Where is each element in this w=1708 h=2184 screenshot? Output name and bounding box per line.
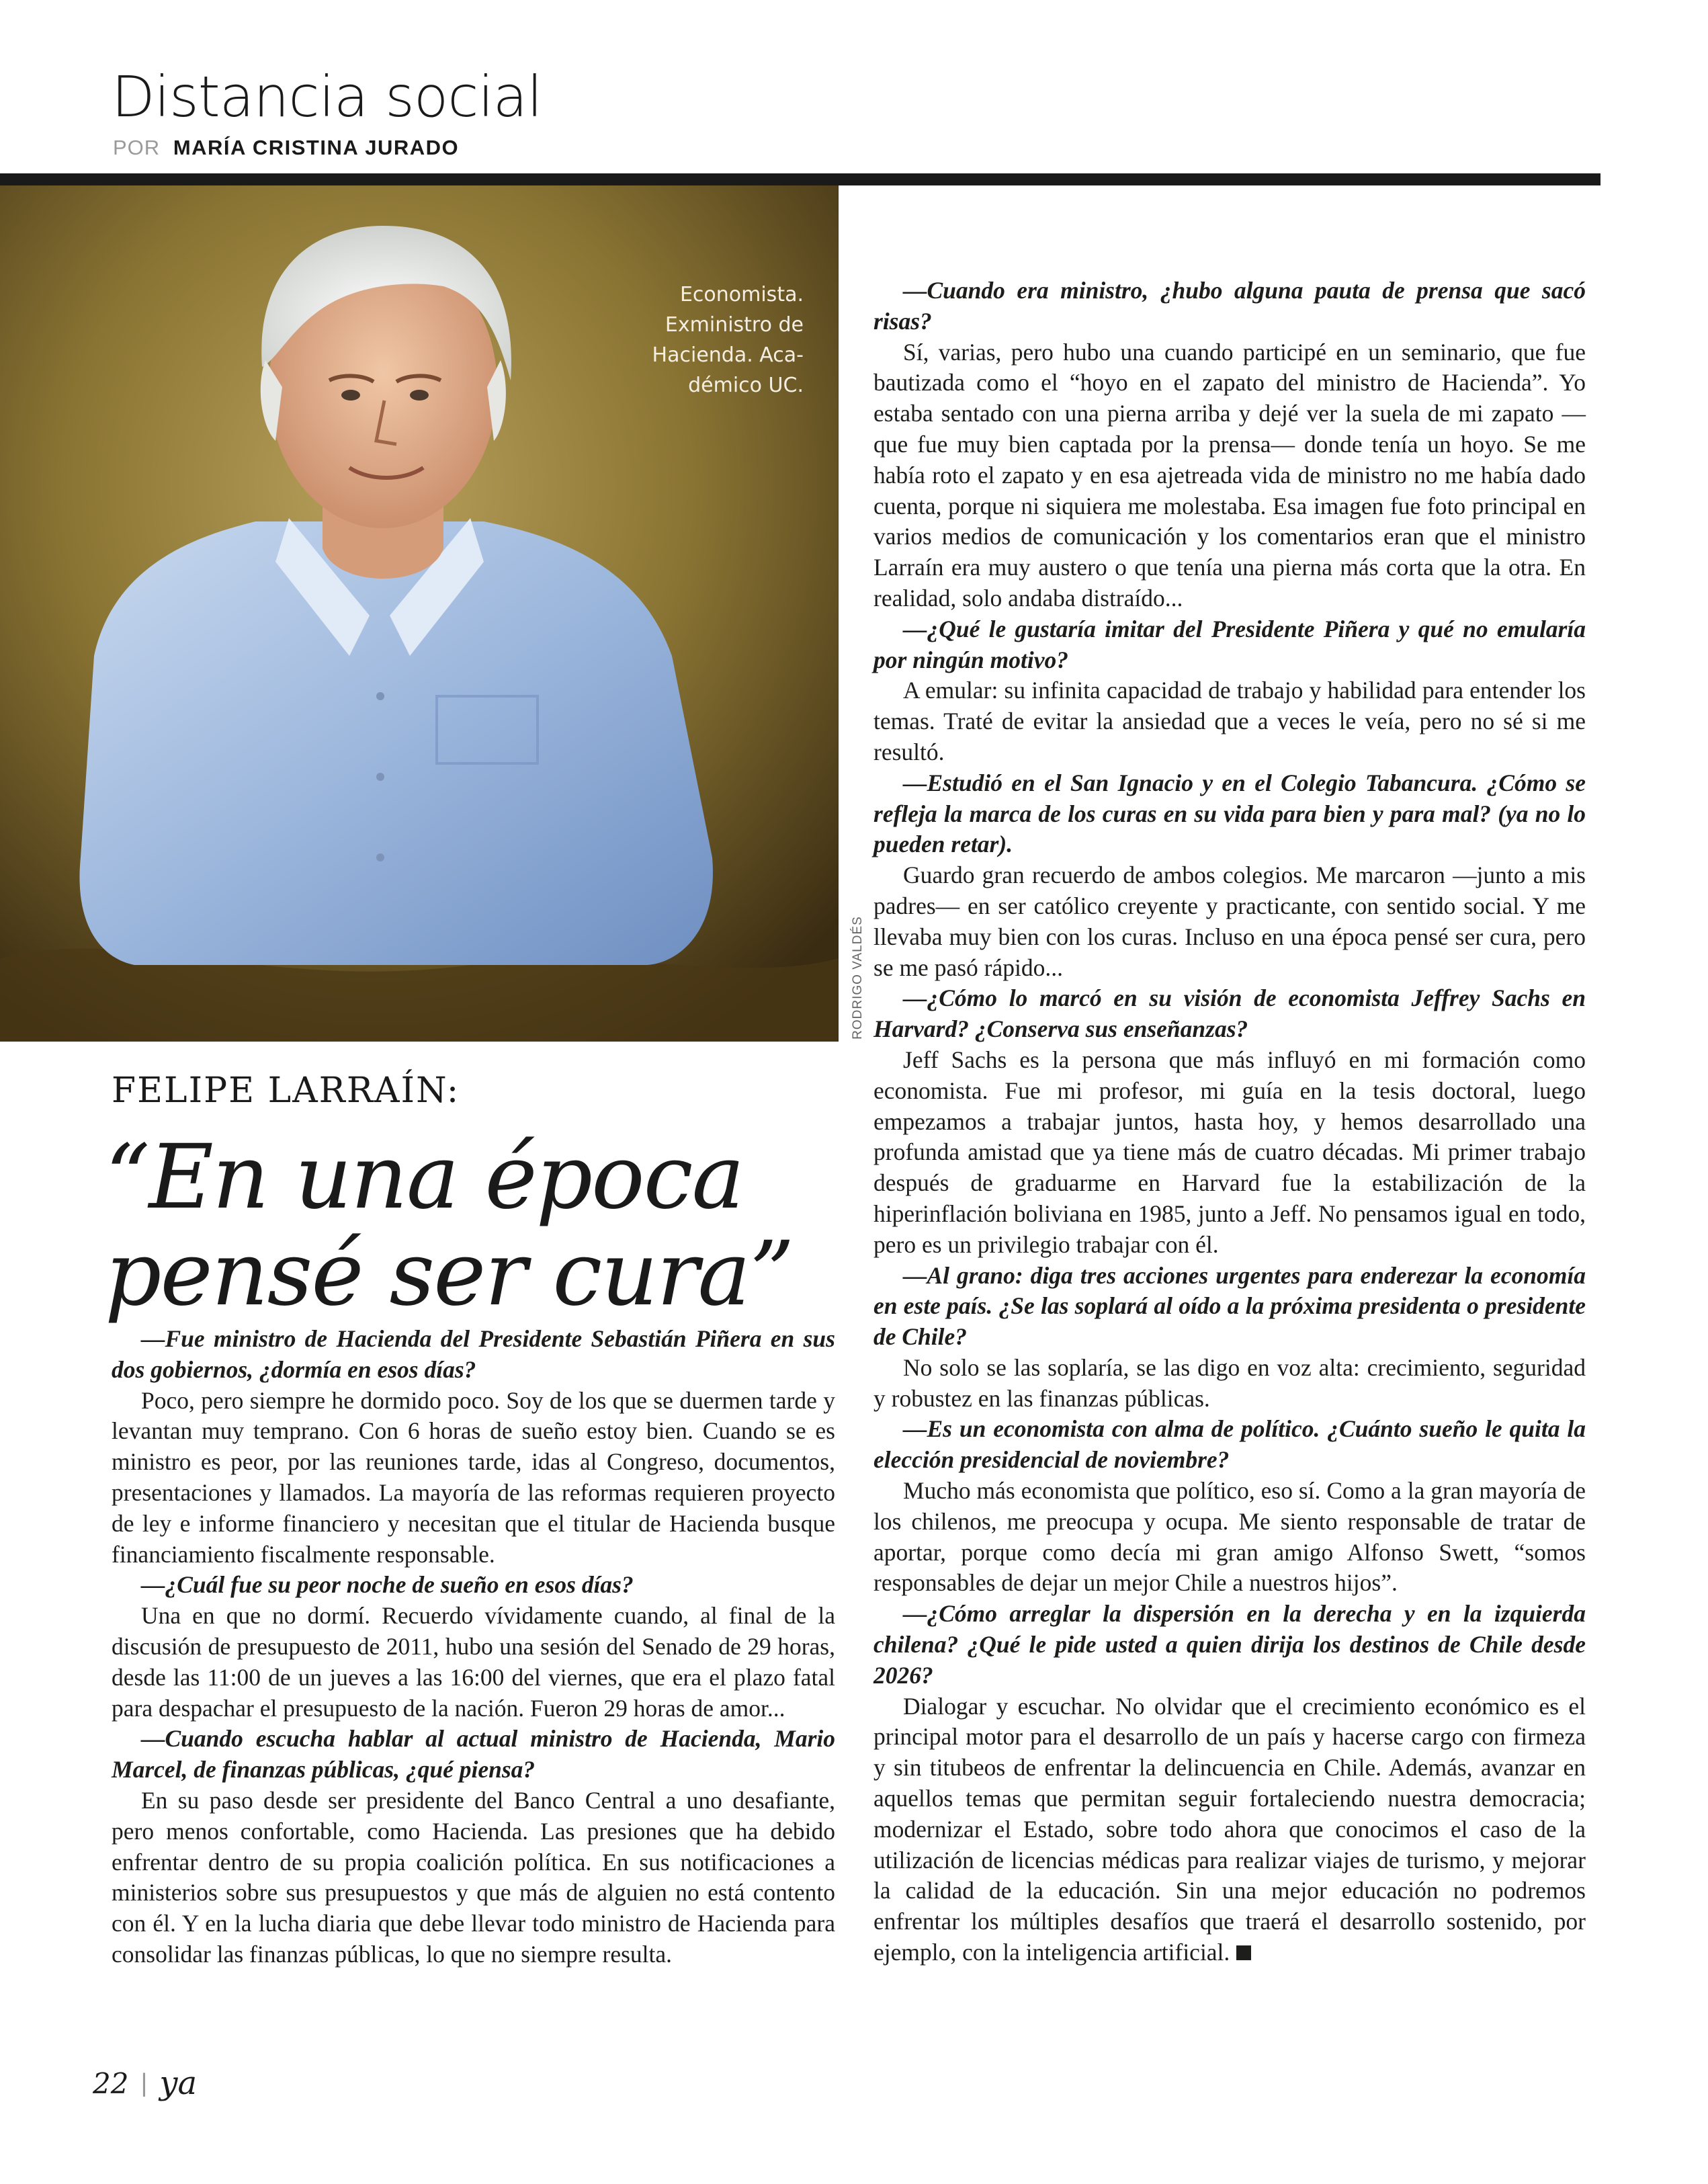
answer: Guardo gran recuerdo de ambos colegios. Me marcaron —junto a mis padres— en ser católico creyente y practicante, con sentido social. Y me llevaba muy bien con los curas. Incluso en una época pensé ser cura, pero se me pasó rápido...	[873, 862, 1586, 981]
question: —Al grano: diga tres acciones urgentes para enderezar la economía en este país. ¿Se las soplará al oído a la próxima presidenta o presidente de Chile?	[873, 1261, 1586, 1351]
photo-credit: RODRIGO VALDÉS	[851, 916, 865, 1040]
question: —Fue ministro de Hacienda del Presidente Sebastián Piñera en sus dos gobiernos, ¿dormía en esos días?	[112, 1325, 835, 1383]
question: —¿Cómo lo marcó en su visión de economista Jeffrey Sachs en Harvard? ¿Conserva sus enseñanzas?	[873, 984, 1586, 1043]
byline-prefix: POR	[113, 136, 161, 159]
answer: Poco, pero siempre he dormido poco. Soy de los que se duermen tarde y levantan muy temprano. Con 6 horas de sueño estoy bien. Cuando se es ministro es peor, por las reuniones tarde, idas al Congreso, documentos, presentaciones y llamados. La mayoría de las reformas requieren proyecto de ley e informe financiero y necesitan que el titular de Hacienda busque financiamiento fiscalmente responsable.	[112, 1386, 835, 1568]
portrait-illustration	[0, 185, 839, 1042]
final-answer	[873, 1691, 1586, 1968]
question: —Es un economista con alma de político. ¿Cuánto sueño le quita la elección presidencial de noviembre?	[873, 1415, 1586, 1474]
question: —Cuando escucha hablar al actual ministro de Hacienda, Mario Marcel, de finanzas públicas, ¿qué piensa?	[112, 1725, 835, 1783]
byline	[113, 136, 459, 160]
answer: Sí, varias, pero hubo una cuando participé en un seminario, que fue bautizada como el “hoyo en el zapato del ministro de Hacienda”. Yo estaba sentado con una pierna arriba y dejé ver la suela de mi zapato —que fue muy bien captada por la prensa— donde tenía un hoyo. Se me había roto el zapato y en esa ajetreada vida de ministro no me había dado cuenta, porque ni siquiera me molestaba. Esa imagen fue foto principal en varios medios de comunicación y los comentarios eran que el ministro Larraín era muy austero o que tenía una pierna más corta que la otra. En realidad, solo andaba distraído...	[873, 338, 1586, 612]
answer: Jeff Sachs es la persona que más influyó en mi formación como economista. Fue mi profesor, mi guía en la tesis doctoral, luego empezamos a trabajar juntos, hasta hoy, y hemos desarrollado una profunda amistad que ya tiene más de cuatro décadas. Mi primer trabajo después de graduarme en Harvard fue la estabilización de la hiperinflación boliviana en 1985, junto a Jeff. No pensamos igual en todo, pero es un privilegio trabajar con él.	[873, 1046, 1586, 1258]
page-number: 22	[93, 2066, 129, 2100]
question: —¿Cómo arreglar la dispersión en la derecha y en la izquierda chilena? ¿Qué le pide usted a quien dirija los destinos de Chile desde 2026?	[873, 1600, 1586, 1689]
question: —Cuando era ministro, ¿hubo alguna pauta de prensa que sacó risas?	[873, 277, 1586, 335]
article-column-left	[112, 1324, 835, 1970]
answer: En su paso desde ser presidente del Banco Central a uno desafiante, pero menos confortable, como Hacienda. Las presiones que ha debido enfrentar dentro de su propia coalición política. En sus notificaciones a ministerios sobre sus presupuestos y que más de alguien no está contento con él. Y en la lucha diaria que debe llevar todo ministro de Hacienda para consolidar las finanzas públicas, lo que no siempre resulta.	[112, 1786, 835, 1968]
page-footer	[93, 2063, 197, 2103]
end-mark-icon	[1236, 1945, 1251, 1960]
answer: Mucho más economista que político, eso sí. Como a la gran mayoría de los chilenos, me preocupa y ocupa. Me siento responsable de tratar de aportar, porque como decía mi gran amigo Alfonso Swett, “somos responsables de dejar un mejor Chile a nuestros hijos”.	[873, 1477, 1586, 1597]
question: —Estudió en el San Ignacio y en el Colegio Tabancura. ¿Cómo se refleja la marca de los curas en su vida para bien y para mal? (ya no lo pueden retar).	[873, 769, 1586, 858]
answer: A emular: su infinita capacidad de trabajo y habilidad para entender los temas. Traté de evitar la ansiedad que a veces le veía, pero no sé si me resultó.	[873, 677, 1586, 765]
headline: “En una época pensé ser cura”	[105, 1126, 794, 1326]
question: —¿Qué le gustaría imitar del Presidente Piñera y qué no emularía por ningún motivo?	[873, 615, 1586, 673]
answer-text: Dialogar y escuchar. No olvidar que el crecimiento económico es el principal motor para el desarrollo de un país y hacerse cargo con firmeza y sin titubeos de enfrentar la delincuencia en Chile. Además, avanzar en aquellos temas que permitan seguir fortaleciendo nuestra democracia; modernizar el Estado, sobre todo ahora que conocimos el caso de la utilización de licencias médicas para realizar viajes de turismo, y mejorar la calidad de la educación. Sin una mejor educación no podremos enfrentar los múltiples desafíos que traerá el desarrollo sostenido, por ejemplo, con la inteligencia artificial.	[873, 1692, 1586, 1966]
photo-caption: Economista. Exministro de Hacienda. Aca- démico UC.	[652, 283, 804, 397]
article-column-right	[873, 276, 1586, 1968]
question: —¿Cuál fue su peor noche de sueño en esos días?	[141, 1571, 634, 1599]
author-name: MARÍA CRISTINA JURADO	[173, 136, 460, 159]
section-title: Distancia social	[112, 64, 542, 130]
footer-separator: |	[140, 2068, 148, 2097]
magazine-logo: ya	[159, 2064, 198, 2102]
answer: No solo se las soplaría, se las digo en voz alta: crecimiento, seguridad y robustez en las finanzas públicas.	[873, 1353, 1586, 1412]
interviewee-name: FELIPE LARRAÍN:	[112, 1070, 460, 1111]
header-rule	[0, 173, 1600, 185]
answer: Una en que no dormí. Recuerdo vívidamente cuando, al final de la discusión de presupuesto de 2011, hubo una sesión del Senado de 29 horas, desde las 11:00 de un jueves a las 16:00 del viernes, que era el plazo fatal para despachar el presupuesto de la nación. Fueron 29 horas de amor...	[112, 1602, 835, 1722]
